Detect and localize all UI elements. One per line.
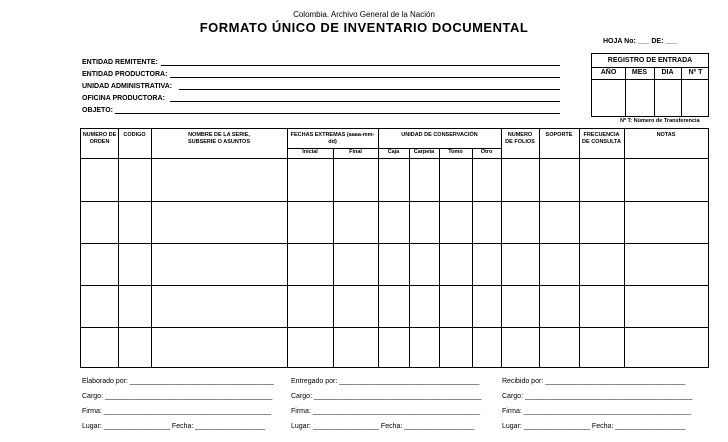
nombre-serie-header: NOMBRE DE LA SERIE, SUBSERIE O ASUNTOS xyxy=(187,132,251,145)
entidad-productora-label: ENTIDAD PRODUCTORA: xyxy=(82,71,168,78)
registro-anio-header: AÑO xyxy=(600,69,617,76)
registro-nt-header: Nº T xyxy=(688,69,703,76)
frecuencia-consulta-header: FRECUENCIA DE CONSULTA xyxy=(582,132,621,145)
fechas-extremas-header: FECHAS EXTREMAS (aaaa-mm-dd) xyxy=(290,132,375,145)
codigo-header: CODIGO xyxy=(123,132,146,138)
elaborado-por-field[interactable]: Elaborado por: _____________________________________ xyxy=(82,378,274,385)
entidad-remitente-label: ENTIDAD REMITENTE: xyxy=(82,59,158,66)
tomo-header: Tomo xyxy=(448,149,463,155)
oficina-productora-label: OFICINA PRODUCTORA: xyxy=(82,95,165,102)
inicial-header: Inicial xyxy=(302,149,318,155)
entregado-por-field[interactable]: Entregado por: ____________________________________ xyxy=(291,378,480,385)
entidad-productora-line[interactable] xyxy=(170,77,560,78)
unidad-administrativa-line[interactable] xyxy=(179,89,560,90)
unidad-administrativa-label: UNIDAD ADMINISTRATIVA: xyxy=(82,83,173,90)
numero-folios-header: NUMERO DE FOLIOS xyxy=(505,132,535,145)
institution-label: Colombia. Archivo General de la Nación xyxy=(293,10,435,19)
form-title: FORMATO ÚNICO DE INVENTARIO DOCUMENTAL xyxy=(199,20,529,35)
numero-orden-header: NUMERO DE ORDEN xyxy=(82,132,117,145)
inventory-table xyxy=(80,128,709,368)
oficina-productora-line[interactable] xyxy=(170,101,560,102)
cargo-entregado-field[interactable]: Cargo: ___________________________________________ xyxy=(291,393,482,400)
cargo-elaborado-field[interactable]: Cargo: ___________________________________________ xyxy=(82,393,273,400)
registro-mes-header: MES xyxy=(631,69,648,76)
final-header: Final xyxy=(349,149,362,155)
firma-elaborado-field[interactable]: Firma: ___________________________________________ xyxy=(82,408,272,415)
hoja-number-field[interactable]: HOJA No: ___ DE: ___ xyxy=(603,38,678,45)
cargo-recibido-field[interactable]: Cargo: ___________________________________________ xyxy=(502,393,693,400)
registro-entrada-box xyxy=(591,53,709,117)
objeto-line[interactable] xyxy=(115,113,560,114)
transferencia-note: Nº T: Número de Transferencia xyxy=(620,118,700,124)
lugar-fecha-elaborado-field[interactable]: Lugar: _________________ Fecha: __________________ xyxy=(82,423,266,430)
objeto-label: OBJETO: xyxy=(82,107,113,114)
soporte-header: SOPORTE xyxy=(545,132,573,138)
unidad-conservacion-header: UNIDAD DE CONSERVACIÓN xyxy=(401,132,478,138)
carpeta-header: Carpeta xyxy=(413,149,435,155)
otro-header: Otro xyxy=(480,149,493,155)
firma-entregado-field[interactable]: Firma: ___________________________________________ xyxy=(291,408,481,415)
registro-dia-header: DIA xyxy=(661,69,674,76)
registro-entrada-title: REGISTRO DE ENTRADA xyxy=(592,54,708,68)
lugar-fecha-recibido-field[interactable]: Lugar: _________________ Fecha: __________________ xyxy=(502,423,686,430)
firma-recibido-field[interactable]: Firma: ___________________________________________ xyxy=(502,408,692,415)
entidad-remitente-line[interactable] xyxy=(161,65,560,66)
recibido-por-field[interactable]: Recibido por: ____________________________________ xyxy=(502,378,686,385)
caja-header: Caja xyxy=(387,149,400,155)
lugar-fecha-entregado-field[interactable]: Lugar: _________________ Fecha: __________________ xyxy=(291,423,475,430)
notas-header: NOTAS xyxy=(656,132,676,138)
